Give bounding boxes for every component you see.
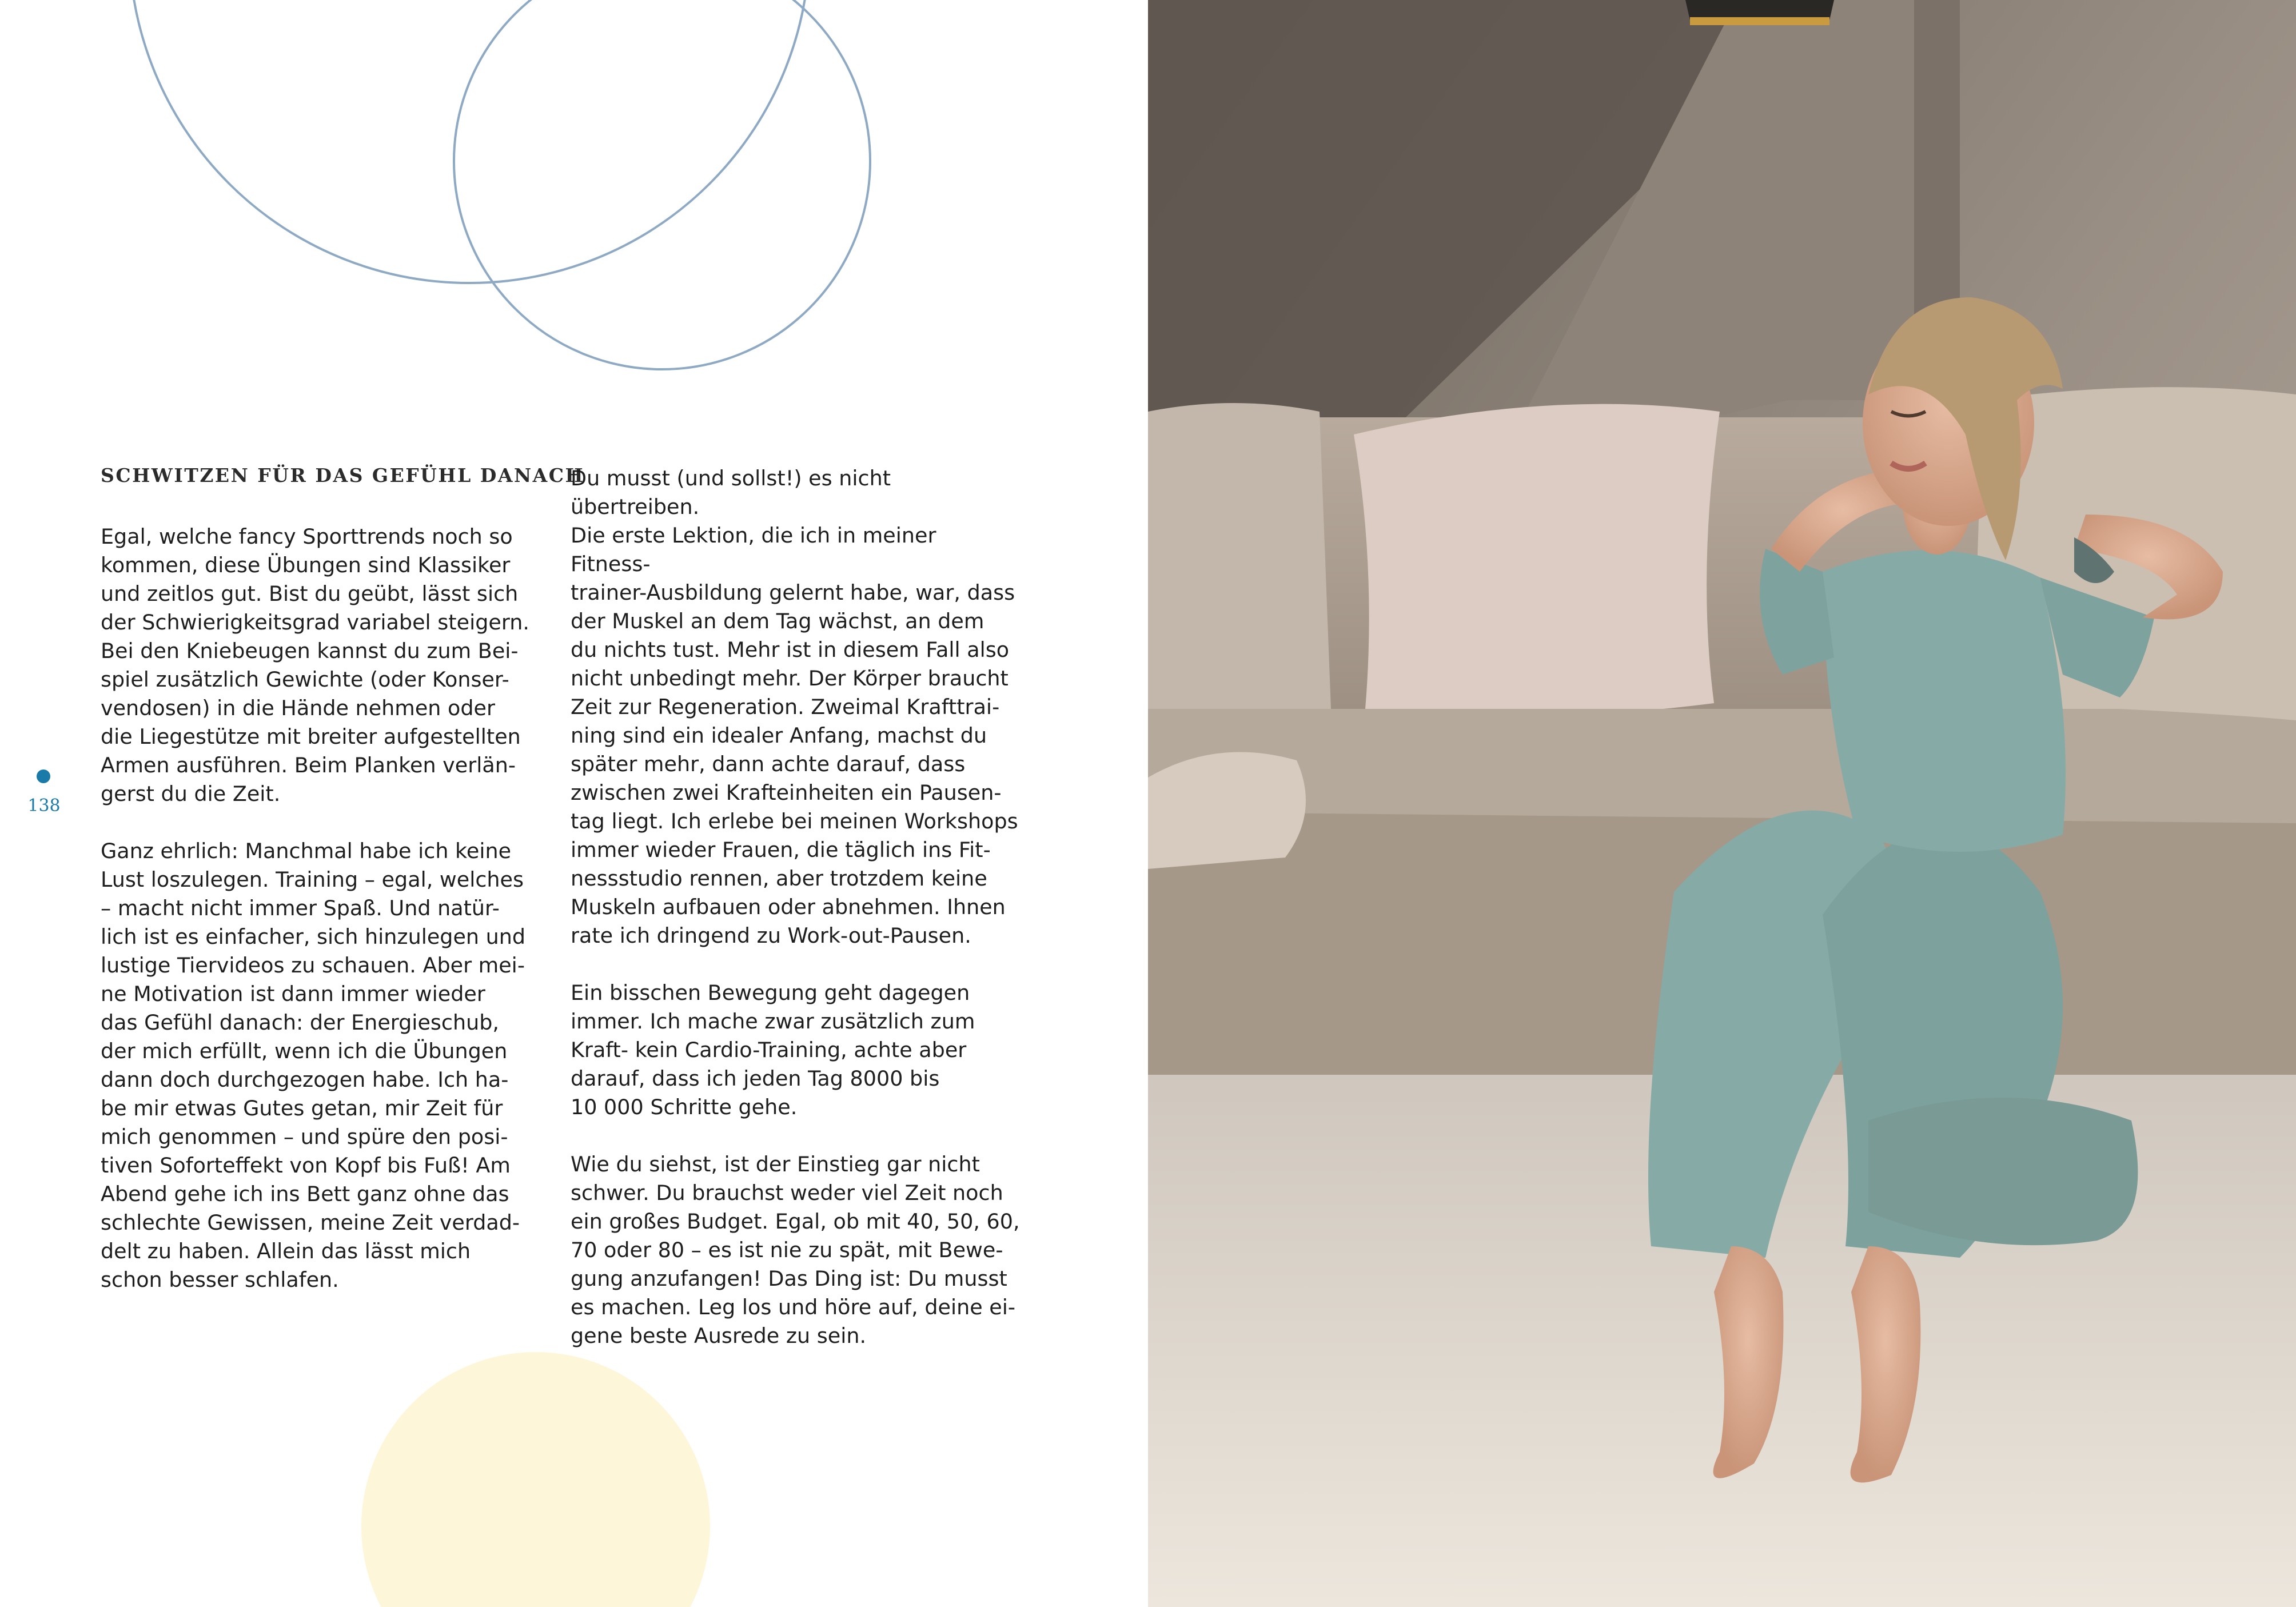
torso [1823, 550, 2066, 852]
paragraph: Wie du siehst, ist der Einstieg gar nicht schwer. Du brauchst weder viel Zeit noch ein großes Budget. Egal, ob mit 40, 50, 60, 70 oder 80 – es ist nie zu spät, mit Bewe- gung anzufangen! Das Ding ist: Du musst es machen. Leg los und höre auf, deine ei- gene beste Ausrede zu sein. [571, 1152, 1020, 1348]
paragraph: Egal, welche fancy Sporttrends noch so kommen, diese Übungen sind Klassiker und zeitlos gut. Bist du geübt, lässt sich der Schwierigkeitsgrad variabel steigern. Bei den Kniebeugen kannst du zum Bei- spiel zusätzlich Gewichte (oder Konser- vendosen) in die Hände nehmen oder die Liegestütze mit breiter aufgestellten Armen ausführen. Beim Planken verlän- gerst du die Zeit. [101, 524, 529, 806]
photo-page [1148, 0, 2296, 1607]
decorative-yellow-circle [361, 1352, 710, 1607]
paragraph: Du musst (und sollst!) es nicht übertreiben. Die erste Lektion, die ich in meiner Fitness- trainer-Ausbildung gelernt habe, war, dass der Muskel an dem Tag wächst, an dem du nichts tust. Mehr ist in diesem Fall also nicht unbedingt mehr. Der Körper braucht Zeit zur Regeneration. Zweimal Krafttrai- ning sind ein idealer Anfang, machst du später mehr, dann achte darauf, dass zwischen zwei Krafteinheiten ein Pausen- tag liegt. Ich erlebe bei meinen Workshops immer wieder Frauen, die täglich ins Fit- nessstudio rennen, aber trotzdem keine Muskeln aufbauen oder abnehmen. Ihnen rate ich dringend zu Work-out-Pausen. [571, 466, 1018, 948]
seat-shadow [1868, 1098, 2138, 1245]
page-number: 138 [27, 796, 61, 816]
text-column-right [571, 464, 1022, 1350]
outline-circle-right [454, 0, 870, 369]
text-column-left [101, 523, 552, 1294]
section-heading: SCHWITZEN FÜR DAS GEFÜHL DANACH [101, 464, 585, 487]
page-marker-dot [37, 769, 50, 783]
blanket [1148, 752, 1306, 869]
pendant-lamp-rim [1690, 17, 1829, 25]
decorative-outline-circles [0, 0, 1148, 412]
paragraph: Ein bisschen Bewegung geht dagegen immer. Ich mache zwar zusätzlich zum Kraft- kein Cardio-Training, achte aber darauf, dass ich jeden Tag 8000 bis 10 000 Schritte gehe. [571, 980, 975, 1119]
cushion-left [1148, 403, 1331, 720]
paragraph: Ganz ehrlich: Manchmal habe ich keine Lust loszulegen. Training – egal, welches – macht nicht immer Spaß. Und natür- lich ist es einfacher, sich hinzulegen und lustige Tiervideos zu schauen. Aber mei- ne Motivation ist dann immer wieder das Gefühl danach: der Energieschub, der mich erfüllt, wenn ich die Übungen dann doch durchgezogen habe. Ich ha- be mir etwas Gutes getan, mir Zeit für mich genommen – und spüre den posi- tiven Soforteffekt von Kopf bis Fuß! Am Abend gehe ich ins Bett ganz ohne das schlechte Gewissen, meine Zeit verdad- delt zu haben. Allein das lässt mich schon besser schlafen. [101, 839, 526, 1292]
photo-woman-stretching [1148, 0, 2296, 1607]
cushion-pink [1354, 404, 1720, 716]
